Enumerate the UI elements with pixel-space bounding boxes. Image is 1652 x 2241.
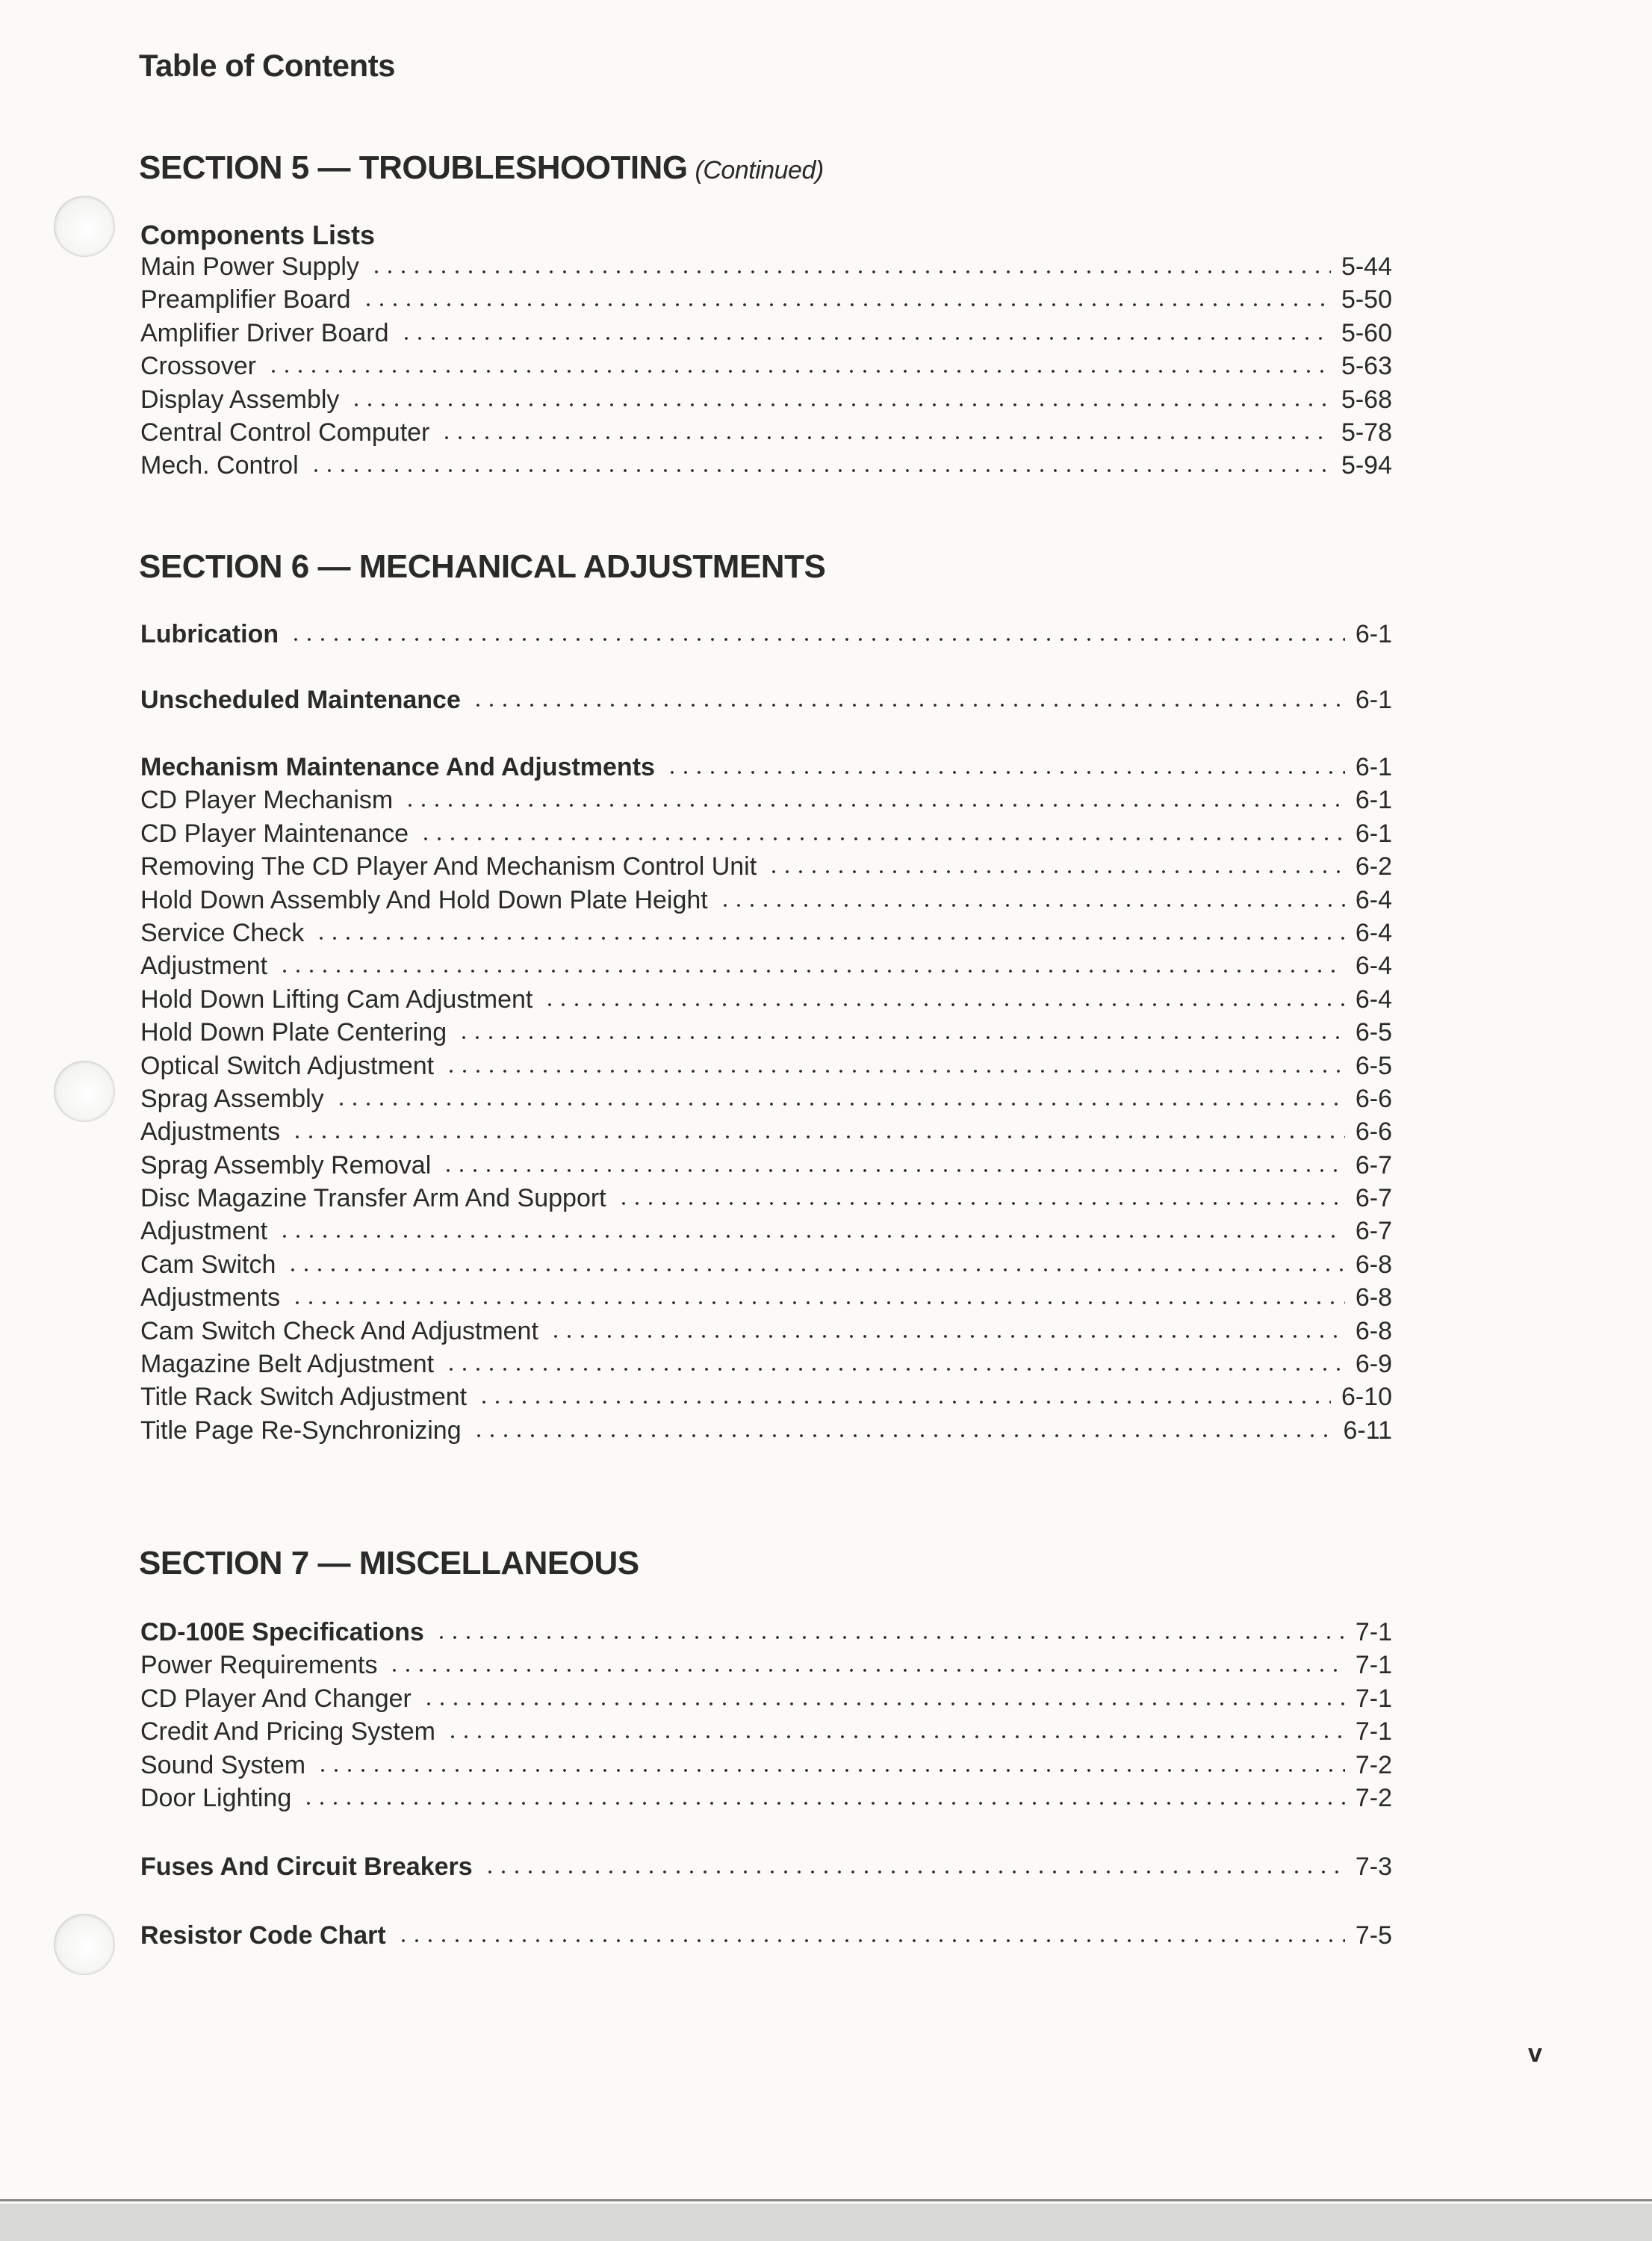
- toc-entry-label: Removing The CD Player And Mechanism Control Unit: [140, 852, 757, 881]
- dot-leader: [422, 1702, 1345, 1705]
- toc-entry-page: 6-4: [1355, 918, 1392, 947]
- page-title: Table of Contents: [139, 48, 396, 83]
- toc-entry-fuses[interactable]: [140, 1853, 1392, 1885]
- page-number: v: [1528, 2039, 1542, 2068]
- toc-entry-page: 7-1: [1355, 1618, 1392, 1646]
- dot-leader: [267, 370, 1331, 373]
- dot-leader: [446, 1735, 1345, 1738]
- toc-entry[interactable]: [140, 1383, 1392, 1416]
- toc-entry-page: 6-5: [1355, 1018, 1392, 1047]
- toc-entry-label: Display Assembly: [140, 385, 340, 414]
- dot-leader: [444, 1070, 1345, 1073]
- toc-entry-page: 7-2: [1355, 1750, 1392, 1779]
- toc-entry[interactable]: [140, 451, 1392, 484]
- toc-entry[interactable]: [140, 952, 1392, 985]
- dot-leader: [316, 1769, 1345, 1772]
- punch-hole-bottom: [54, 1914, 115, 1975]
- toc-entry[interactable]: [140, 1651, 1392, 1684]
- toc-entry[interactable]: [140, 919, 1392, 952]
- dot-leader: [309, 469, 1331, 472]
- toc-entry[interactable]: [140, 786, 1392, 819]
- toc-entry-label: Central Control Computer: [140, 418, 430, 447]
- toc-entry-label: Unscheduled Maintenance: [140, 686, 461, 714]
- toc-entry-page: 7-1: [1355, 1651, 1392, 1680]
- section-7-entries: [140, 1618, 1392, 1817]
- toc-entry-label: Adjustment: [140, 1217, 268, 1246]
- dot-leader: [361, 303, 1331, 306]
- toc-entry[interactable]: [140, 385, 1392, 418]
- toc-entry-page: 6-1: [1355, 786, 1392, 815]
- dot-leader: [291, 1135, 1345, 1138]
- toc-entry-page: 6-8: [1355, 1283, 1392, 1312]
- toc-entry-label: Credit And Pricing System: [140, 1717, 435, 1746]
- toc-entry-page: 6-4: [1355, 952, 1392, 981]
- toc-entry-page: 5-50: [1341, 285, 1392, 314]
- toc-entry-page: 6-10: [1341, 1383, 1392, 1412]
- dot-leader: [549, 1335, 1345, 1338]
- dot-leader: [665, 771, 1345, 774]
- toc-entry[interactable]: [140, 1184, 1392, 1217]
- section-5-title: SECTION 5 — TROUBLESHOOTING: [139, 149, 688, 186]
- toc-entry-page: 5-44: [1341, 252, 1392, 281]
- toc-entry-label: CD Player Mechanism: [140, 786, 394, 815]
- dot-leader: [335, 1103, 1345, 1106]
- toc-entry-page: 7-5: [1355, 1921, 1392, 1950]
- toc-entry[interactable]: [140, 1751, 1392, 1784]
- toc-entry-label: Cam Switch Check And Adjustment: [140, 1316, 538, 1345]
- section-6-entries: [140, 753, 1392, 1449]
- toc-entry-page: 7-3: [1355, 1853, 1392, 1881]
- toc-entry[interactable]: [140, 1784, 1392, 1817]
- toc-entry[interactable]: [140, 886, 1392, 919]
- dot-leader: [477, 1401, 1331, 1404]
- toc-entry-label: Hold Down Assembly And Hold Down Plate Height: [140, 885, 708, 914]
- toc-entry-page: 6-11: [1343, 1416, 1392, 1445]
- dot-leader: [440, 436, 1331, 439]
- dot-leader: [718, 904, 1345, 907]
- toc-entry[interactable]: [140, 1217, 1392, 1250]
- scan-edge-band: [0, 2204, 1652, 2241]
- toc-entry[interactable]: [140, 1684, 1392, 1717]
- toc-entry-label: Hold Down Lifting Cam Adjustment: [140, 985, 533, 1014]
- dot-leader: [617, 1202, 1345, 1205]
- toc-entry-page: 6-1: [1355, 819, 1392, 848]
- toc-entry-page: 7-1: [1355, 1684, 1392, 1713]
- toc-entry-label: Preamplifier Board: [140, 285, 351, 314]
- toc-entry-unscheduled-maintenance[interactable]: [140, 686, 1392, 719]
- toc-entry[interactable]: [140, 352, 1392, 385]
- toc-entry[interactable]: [140, 1085, 1392, 1118]
- toc-entry-page: 6-8: [1355, 1250, 1392, 1279]
- toc-entry-label: Power Requirements: [140, 1651, 378, 1680]
- toc-entry[interactable]: [140, 1018, 1392, 1051]
- toc-entry-label: Optical Switch Adjustment: [140, 1051, 435, 1080]
- toc-entry-page: 5-68: [1341, 385, 1392, 414]
- toc-entry-page: 6-6: [1355, 1084, 1392, 1113]
- section-5-continued: (Continued): [695, 156, 824, 185]
- toc-entry[interactable]: [140, 285, 1392, 318]
- dot-leader: [291, 1301, 1345, 1304]
- toc-entry-label: Crossover: [140, 352, 256, 381]
- dot-leader: [278, 1235, 1345, 1238]
- toc-entry[interactable]: [140, 1250, 1392, 1283]
- toc-entry-page: 6-1: [1355, 686, 1392, 714]
- toc-entry[interactable]: [140, 319, 1392, 352]
- toc-entry-label: Disc Magazine Transfer Arm And Support: [140, 1184, 606, 1213]
- toc-entry-label: Mechanism Maintenance And Adjustments: [140, 753, 655, 781]
- dot-leader: [370, 270, 1331, 273]
- dot-leader: [472, 1434, 1333, 1437]
- toc-entry[interactable]: [140, 1416, 1392, 1449]
- toc-entry-label: Title Rack Switch Adjustment: [140, 1383, 468, 1412]
- dot-leader: [350, 403, 1331, 406]
- toc-entry-page: 6-5: [1355, 1051, 1392, 1080]
- toc-entry-label: CD Player And Changer: [140, 1684, 412, 1713]
- toc-entry-label: Sound System: [140, 1750, 306, 1779]
- toc-entry[interactable]: [140, 1717, 1392, 1750]
- section-7-heading: SECTION 7 — MISCELLANEOUS: [139, 1545, 639, 1581]
- dot-leader: [388, 1669, 1344, 1672]
- toc-entry-page: 7-2: [1355, 1783, 1392, 1812]
- toc-entry[interactable]: [140, 1317, 1392, 1350]
- dot-leader: [286, 1268, 1344, 1271]
- toc-entry-label: Resistor Code Chart: [140, 1921, 386, 1950]
- toc-entry[interactable]: [140, 852, 1392, 885]
- toc-entry-label: Sprag Assembly Removal: [140, 1150, 432, 1180]
- dot-leader: [314, 937, 1345, 940]
- toc-entry-page: 6-4: [1355, 985, 1392, 1014]
- toc-entry-page: 6-4: [1355, 885, 1392, 914]
- toc-entry-label: Adjustments: [140, 1118, 281, 1147]
- dot-leader: [543, 1003, 1345, 1006]
- toc-entry-label: Magazine Belt Adjustment: [140, 1350, 435, 1379]
- toc-entry-page: 6-7: [1355, 1150, 1392, 1180]
- toc-entry-page: 6-7: [1355, 1184, 1392, 1213]
- toc-entry[interactable]: [140, 985, 1392, 1018]
- toc-entry-label: Adjustment: [140, 952, 268, 981]
- toc-entry[interactable]: [140, 1283, 1392, 1316]
- toc-entry-page: 5-63: [1341, 352, 1392, 381]
- dot-leader: [457, 1036, 1345, 1039]
- dot-leader: [419, 837, 1345, 840]
- toc-entry-page: 7-1: [1355, 1717, 1392, 1746]
- toc-entry-label: Sprag Assembly: [140, 1084, 324, 1113]
- toc-entry-page: 5-94: [1341, 451, 1392, 480]
- toc-entry-label: Cam Switch: [140, 1250, 276, 1279]
- toc-entry-resistor-code-chart[interactable]: [140, 1921, 1392, 1954]
- toc-entry-page: 6-2: [1355, 852, 1392, 881]
- dot-leader: [302, 1802, 1345, 1805]
- toc-entry[interactable]: [140, 1151, 1392, 1184]
- toc-entry-page: 6-6: [1355, 1118, 1392, 1147]
- dot-leader: [403, 804, 1345, 807]
- toc-entry[interactable]: [140, 1118, 1392, 1150]
- toc-entry[interactable]: [140, 1052, 1392, 1085]
- toc-entry-label: Mech. Control: [140, 451, 299, 480]
- toc-entry-page: 5-60: [1341, 318, 1392, 347]
- section-5-heading: [139, 149, 824, 187]
- dot-leader: [767, 870, 1345, 873]
- dot-leader: [397, 1939, 1345, 1942]
- toc-entry-page: 6-1: [1355, 620, 1392, 648]
- toc-entry-label: Door Lighting: [140, 1783, 292, 1812]
- toc-entry-label: Hold Down Plate Centering: [140, 1018, 447, 1047]
- punch-hole-middle: [54, 1061, 115, 1122]
- dot-leader: [289, 638, 1345, 641]
- scan-edge-rule: [0, 2199, 1652, 2201]
- toc-entry-page: 6-1: [1355, 753, 1392, 781]
- toc-entry-page: 6-8: [1355, 1316, 1392, 1345]
- dot-leader: [483, 1870, 1345, 1873]
- toc-entry-label: Service Check: [140, 918, 305, 947]
- toc-entry-page: 6-9: [1355, 1350, 1392, 1379]
- toc-entry[interactable]: [140, 418, 1392, 451]
- toc-entry-page: 5-78: [1341, 418, 1392, 447]
- dot-leader: [435, 1636, 1345, 1639]
- dot-leader: [444, 1368, 1345, 1371]
- toc-entry-page: 6-7: [1355, 1217, 1392, 1246]
- toc-entry-label: Fuses And Circuit Breakers: [140, 1853, 473, 1881]
- dot-leader: [278, 970, 1345, 973]
- toc-entry-label: Adjustments: [140, 1283, 281, 1312]
- toc-entry[interactable]: [140, 252, 1392, 285]
- section-6-heading: SECTION 6 — MECHANICAL ADJUSTMENTS: [139, 548, 826, 585]
- toc-entry[interactable]: [140, 753, 1392, 786]
- toc-entry[interactable]: [140, 1350, 1392, 1383]
- section-5-entries: [140, 252, 1392, 485]
- toc-entry[interactable]: [140, 819, 1392, 852]
- punch-hole-top: [54, 196, 115, 257]
- toc-entry-label: CD Player Maintenance: [140, 819, 409, 848]
- toc-entry-label: Lubrication: [140, 620, 279, 648]
- dot-leader: [441, 1169, 1345, 1172]
- toc-entry-label: CD-100E Specifications: [140, 1618, 424, 1646]
- components-lists-title: Components Lists: [140, 220, 376, 250]
- toc-entry-label: Main Power Supply: [140, 252, 359, 281]
- toc-entry-label: Title Page Re-Synchronizing: [140, 1416, 462, 1445]
- dot-leader: [400, 337, 1331, 340]
- toc-entry[interactable]: [140, 1618, 1392, 1651]
- toc-entry-label: Amplifier Driver Board: [140, 318, 389, 347]
- dot-leader: [471, 704, 1345, 707]
- toc-entry-lubrication[interactable]: [140, 620, 1392, 653]
